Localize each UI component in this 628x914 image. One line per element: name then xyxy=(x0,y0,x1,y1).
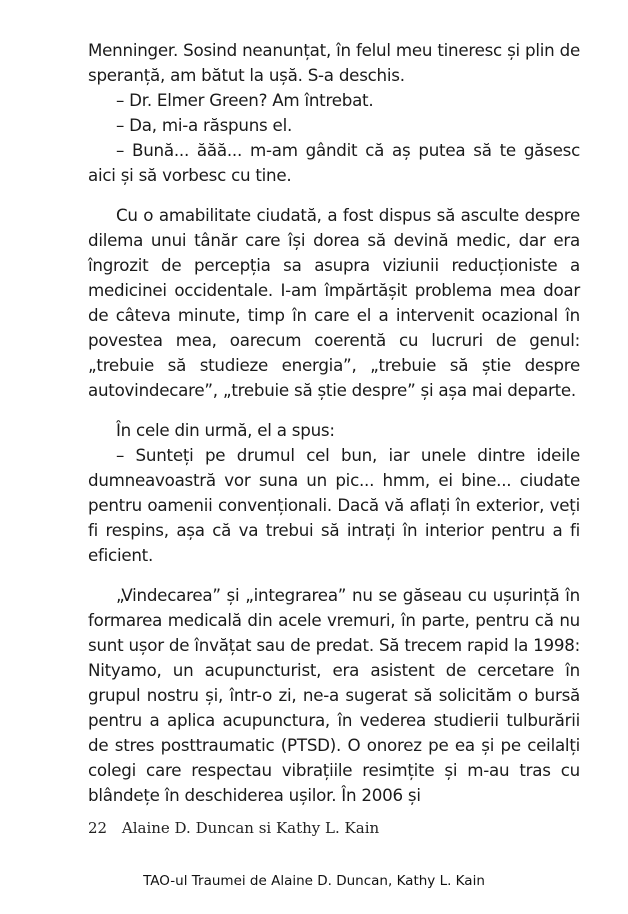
page-body xyxy=(88,38,580,808)
dialogue-line: – Dr. Elmer Green? Am întrebat. xyxy=(116,90,374,110)
dialogue-line: – Da, mi-a răspuns el. xyxy=(116,115,293,135)
dialogue-line: – Bună... ăăă... m-am gândit că aș putea să te găsesc aici și să vorbesc cu tine. xyxy=(88,140,580,185)
running-footer xyxy=(88,819,379,837)
page-number: 22 xyxy=(88,819,108,837)
paragraph: Cu o amabilitate ciudată, a fost dispus să asculte despre dilema unui tânăr care își dorea să devină medic, dar era îngrozit de percepția sa asupra viziunii reducționiste a medicinei occidentale. I-am împărtășit problema mea doar de câteva minute, timp în care el a intervenit ocazional în povestea mea, oarecum coerentă cu lucruri de genul: „trebuie să studieze energia”, „trebuie să știe despre autovindecare”, „trebuie să știe despre” și așa mai departe. xyxy=(88,205,580,400)
paragraph: În cele din urmă, el a spus: xyxy=(116,420,335,440)
paragraph: „Vindecarea” și „integrarea” nu se găseau cu ușurință în formarea medicală din acele vremuri, în parte, pentru că nu sunt ușor de învățat sau de predat. Să trecem rapid la 1998: Nityamo, un acupuncturist, era asistent de cercetare în grupul nostru și, într-o zi, ne-a sugerat să solicităm o bursă pentru a aplica acupunctura, în vederea studierii tulburării de stres posttraumatic (PTSD). O onorez pe ea și pe ceilalți colegi care respectau vibrațiile resimțite și m-au tras cu blândețe în deschiderea ușilor. În 2006 și xyxy=(88,585,580,805)
paragraph: Menninger. Sosind neanunțat, în felul meu tineresc și plin de speranță, am bătut la ușă. S-a deschis. xyxy=(88,40,580,85)
dialogue-line: – Sunteți pe drumul cel bun, iar unele dintre ideile dumneavoastră vor suna un pic... hmm, ei bine... ciudate pentru oamenii convenționali. Dacă vă aflați în exterior, veți fi respins, așa că va trebui să intrați în interior pentru a fi eficient. xyxy=(88,445,580,565)
footer-authors: Alaine D. Duncan si Kathy L. Kain xyxy=(121,819,380,837)
book-caption: TAO-ul Traumei de Alaine D. Duncan, Kathy L. Kain xyxy=(143,873,485,889)
